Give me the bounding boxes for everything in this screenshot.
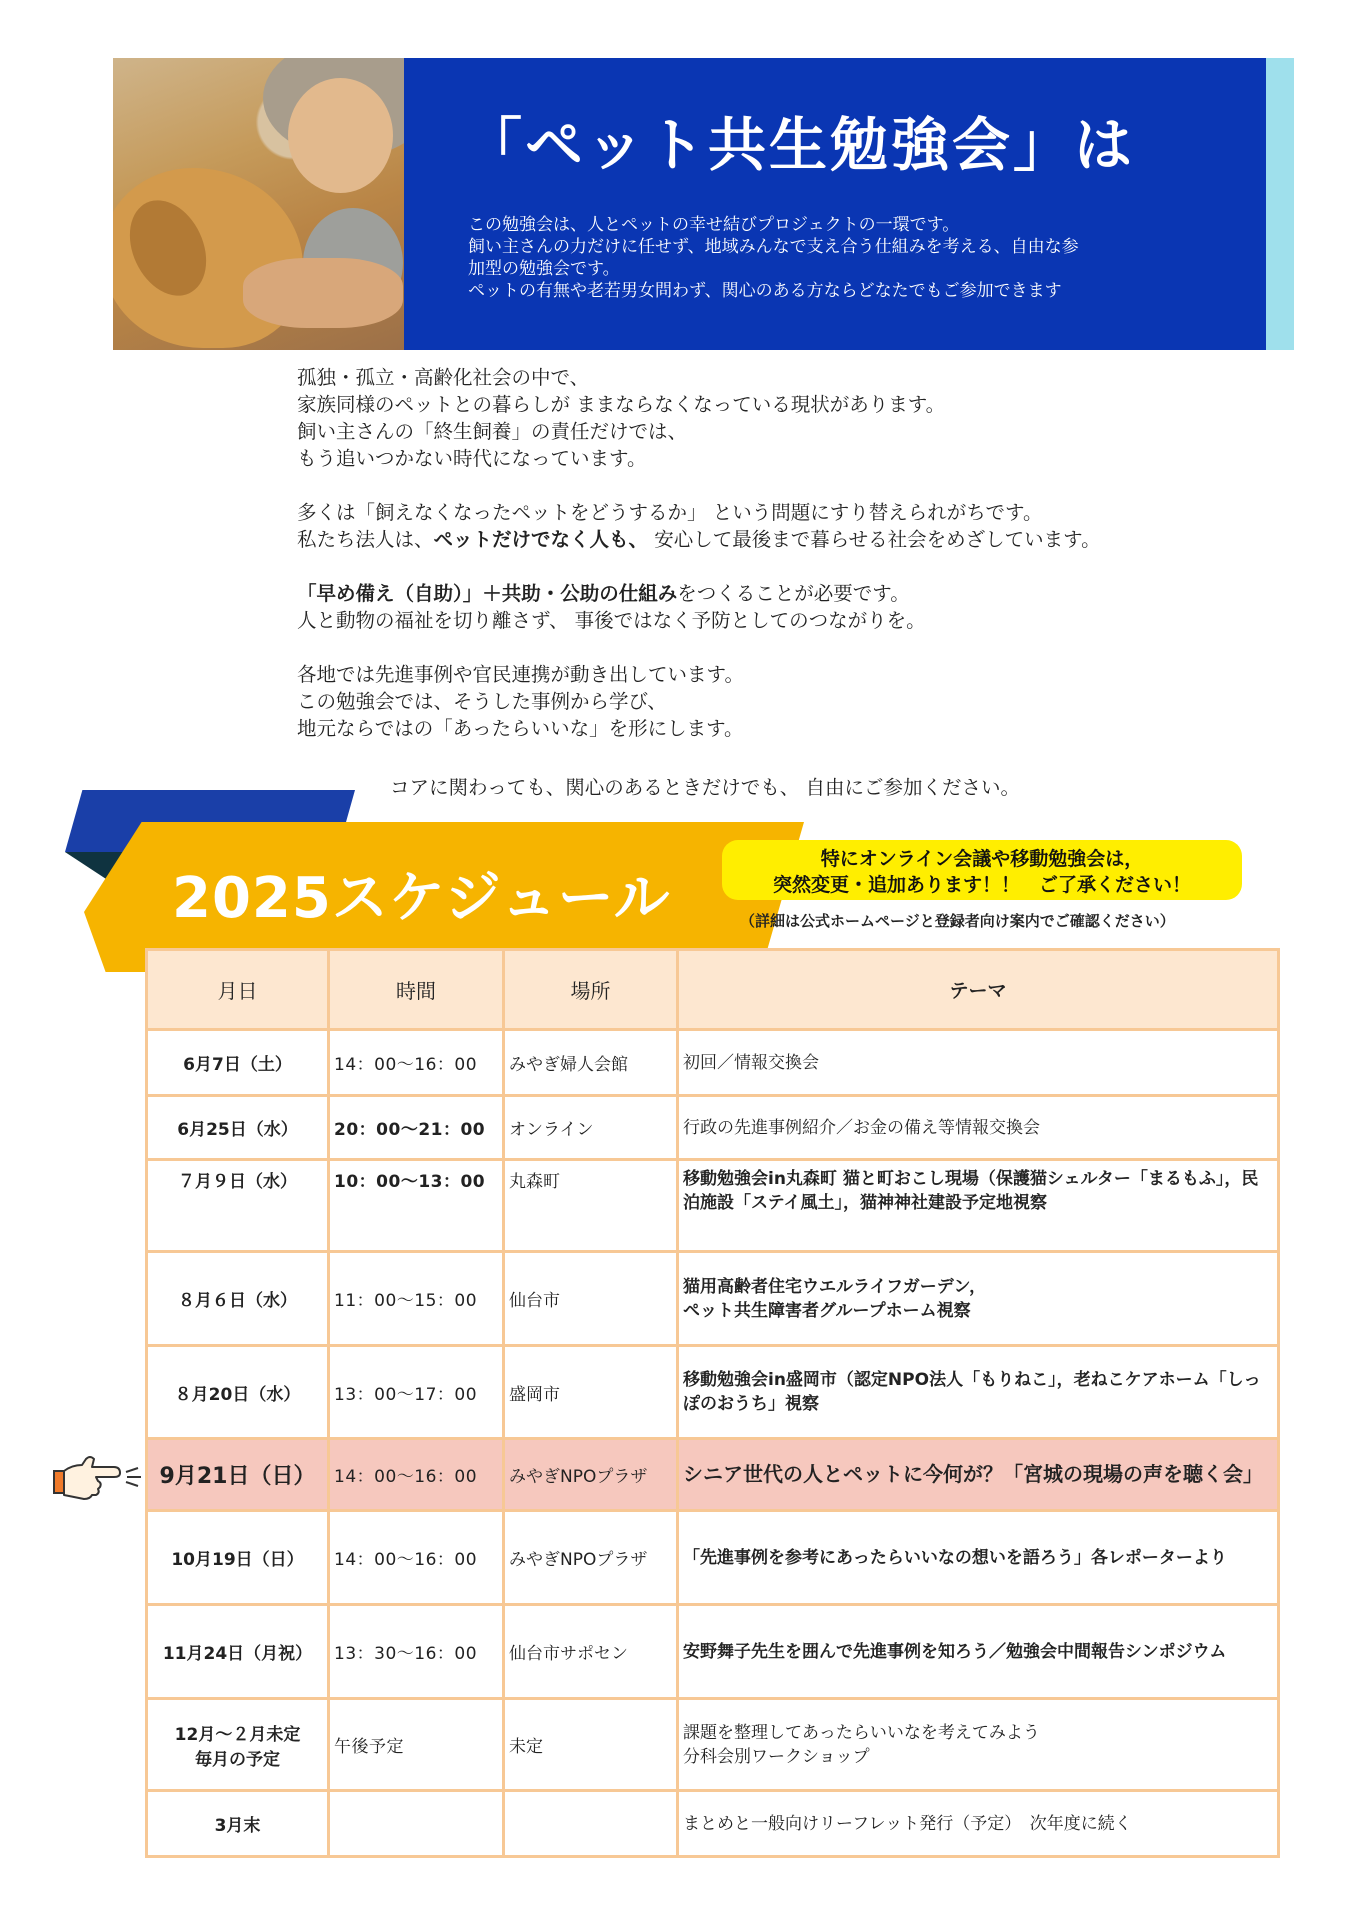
intro-line bbox=[297, 580, 1297, 607]
cell-theme: まとめと一般向けリーフレット発行（予定） 次年度に続く bbox=[678, 1791, 1279, 1857]
cell-place: みやぎNPOプラザ bbox=[504, 1511, 678, 1605]
cell-time: 14：00〜16：00 bbox=[329, 1439, 504, 1511]
description-line: 加型の勉強会です。 bbox=[468, 259, 620, 279]
column-header-time: 時間 bbox=[329, 950, 504, 1030]
cell-theme: 「先進事例を参考にあったらいいなの想いを語ろう」各レポーターより bbox=[678, 1511, 1279, 1605]
cell-time: 10：00〜13：00 bbox=[329, 1160, 504, 1252]
intro-line: 孤独・孤立・高齢化社会の中で、 bbox=[297, 366, 590, 389]
pointing-hand-icon bbox=[52, 1453, 144, 1505]
cell-date: 9月21日（日） bbox=[147, 1439, 329, 1511]
cell-place: みやぎ婦人会館 bbox=[504, 1030, 678, 1096]
cell-theme bbox=[678, 1252, 1279, 1346]
theme-line: 猫用高齢者住宅ウエルライフガーデン， bbox=[683, 1276, 987, 1297]
cell-place bbox=[504, 1791, 678, 1857]
intro-line: 多くは「飼えなくなったペットをどうするか」 という問題にすり替えられがちです。 bbox=[297, 501, 1043, 524]
description-line: ペットの有無や老若男女問わず、関心のある方ならどなたでもご参加できます bbox=[468, 281, 1062, 301]
table-row bbox=[147, 1160, 1279, 1252]
cell-theme: 移動勉強会in盛岡市（認定NPO法人「もりねこ」，老ねこケアホーム「しっぽのおうち」視察 bbox=[678, 1346, 1279, 1439]
cell-place: みやぎNPOプラザ bbox=[504, 1439, 678, 1511]
intro-emphasis: 「早め備え（自助）」＋共助・公助の仕組み bbox=[297, 582, 678, 605]
cell-place: 仙台市サポセン bbox=[504, 1605, 678, 1699]
intro-line bbox=[297, 526, 1297, 553]
cell-theme: 安野舞子先生を囲んで先進事例を知ろう／勉強会中間報告シンポジウム bbox=[678, 1605, 1279, 1699]
cell-time: 13：00〜17：00 bbox=[329, 1346, 504, 1439]
intro-line: 各地では先進事例や官民連携が動き出しています。 bbox=[297, 663, 744, 686]
cell-time: 20：00〜21：00 bbox=[329, 1096, 504, 1160]
cell-time: 14：00〜16：00 bbox=[329, 1511, 504, 1605]
intro-line: もう追いつかない時代になっています。 bbox=[297, 447, 647, 470]
theme-line: ペット共生障害者グループホーム視察 bbox=[683, 1300, 971, 1321]
notice-line: 特にオンライン会議や移動勉強会は， bbox=[820, 848, 1144, 870]
table-row bbox=[147, 1699, 1279, 1791]
cell-time: 13：30〜16：00 bbox=[329, 1605, 504, 1699]
page-title: 「ペット共生勉強会」は bbox=[464, 111, 1136, 179]
column-header-theme: テーマ bbox=[678, 950, 1279, 1030]
intro-line: 家族同様のペットとの暮らしが ままならなくなっている現状があります。 bbox=[297, 393, 946, 416]
theme-line: 分科会別ワークショップ bbox=[683, 1746, 870, 1767]
cell-theme: 行政の先進事例紹介／お金の備え等情報交換会 bbox=[678, 1096, 1279, 1160]
table-row bbox=[147, 1791, 1279, 1857]
table-row bbox=[147, 1346, 1279, 1439]
closing-text: コアに関わっても、関心のあるときだけでも、 自由にご参加ください。 bbox=[390, 776, 1021, 799]
intro-line: 飼い主さんの「終生飼養」の責任だけでは、 bbox=[297, 420, 688, 443]
cell-date: 10月19日（日） bbox=[147, 1511, 329, 1605]
cell-theme: 移動勉強会in丸森町 猫と町おこし現場（保護猫シェルター「まるもふ」，民泊施設「ステイ風土」，猫神神社建設予定地視察 bbox=[678, 1160, 1279, 1252]
cell-theme bbox=[678, 1699, 1279, 1791]
notice-line: 突然変更・追加あります！！ ご了承ください！ bbox=[772, 874, 1191, 896]
intro-line: 地元ならではの「あったらいいな」を形にします。 bbox=[297, 717, 744, 740]
schedule-title: 2025スケジュール bbox=[172, 866, 671, 931]
cell-time bbox=[329, 1791, 504, 1857]
schedule-table bbox=[145, 948, 1280, 1858]
column-header-place: 場所 bbox=[504, 950, 678, 1030]
cell-date: ８月20日（水） bbox=[147, 1346, 329, 1439]
intro-text bbox=[297, 364, 1297, 742]
date-line: 12月～２月未定 bbox=[174, 1724, 301, 1745]
cell-place: 仙台市 bbox=[504, 1252, 678, 1346]
header-accent-bar bbox=[1266, 58, 1294, 350]
intro-text-span: 安心して最後まで暮らせる社会をめざしています。 bbox=[648, 528, 1101, 551]
cell-theme: 初回／情報交換会 bbox=[678, 1030, 1279, 1096]
notice-subtext: （詳細は公式ホームページと登録者向け案内でご確認ください） bbox=[740, 912, 1175, 930]
intro-text-span: をつくることが必要です。 bbox=[677, 582, 910, 605]
date-line: 毎月の予定 bbox=[195, 1749, 280, 1770]
table-header-row bbox=[147, 950, 1279, 1030]
table-row bbox=[147, 1252, 1279, 1346]
cell-date: 11月24日（月祝） bbox=[147, 1605, 329, 1699]
cell-date: 3月末 bbox=[147, 1791, 329, 1857]
table-row bbox=[147, 1605, 1279, 1699]
table-row bbox=[147, 1030, 1279, 1096]
photo-face bbox=[288, 78, 393, 193]
cell-place: 丸森町 bbox=[504, 1160, 678, 1252]
cell-date bbox=[147, 1699, 329, 1791]
cell-place: 未定 bbox=[504, 1699, 678, 1791]
intro-text-span: 私たち法人は、 bbox=[297, 528, 434, 551]
description-line: この勉強会は、人とペットの幸せ結びプロジェクトの一環です。 bbox=[468, 215, 960, 235]
hero-photo bbox=[113, 58, 404, 350]
column-header-date: 月日 bbox=[147, 950, 329, 1030]
description-line: 飼い主さんの力だけに任せず、地域みんなで支え合う仕組みを考える、自由な参 bbox=[468, 237, 1079, 257]
intro-emphasis: ペットだけでなく人も、 bbox=[433, 528, 649, 551]
header-description bbox=[468, 214, 1248, 302]
cell-date: ７月９日（水） bbox=[147, 1160, 329, 1252]
cell-place: 盛岡市 bbox=[504, 1346, 678, 1439]
cell-theme: シニア世代の人とペットに今何が？「宮城の現場の声を聴く会」 bbox=[678, 1439, 1279, 1511]
cell-time: 11：00〜15：00 bbox=[329, 1252, 504, 1346]
photo-hand bbox=[243, 258, 403, 328]
intro-line: 人と動物の福祉を切り離さず、 事後ではなく予防としてのつながりを。 bbox=[297, 609, 926, 632]
intro-line: この勉強会では、そうした事例から学び、 bbox=[297, 690, 667, 713]
theme-line: 課題を整理してあったらいいなを考えてみよう bbox=[683, 1722, 1040, 1743]
cell-date: 6月7日（土） bbox=[147, 1030, 329, 1096]
cell-place: オンライン bbox=[504, 1096, 678, 1160]
cell-time: 午後予定 bbox=[329, 1699, 504, 1791]
cell-time: 14：00〜16：00 bbox=[329, 1030, 504, 1096]
cell-date: ８月６日（水） bbox=[147, 1252, 329, 1346]
table-row-highlighted bbox=[147, 1439, 1279, 1511]
table-row bbox=[147, 1511, 1279, 1605]
table-row bbox=[147, 1096, 1279, 1160]
cell-date: 6月25日（水） bbox=[147, 1096, 329, 1160]
